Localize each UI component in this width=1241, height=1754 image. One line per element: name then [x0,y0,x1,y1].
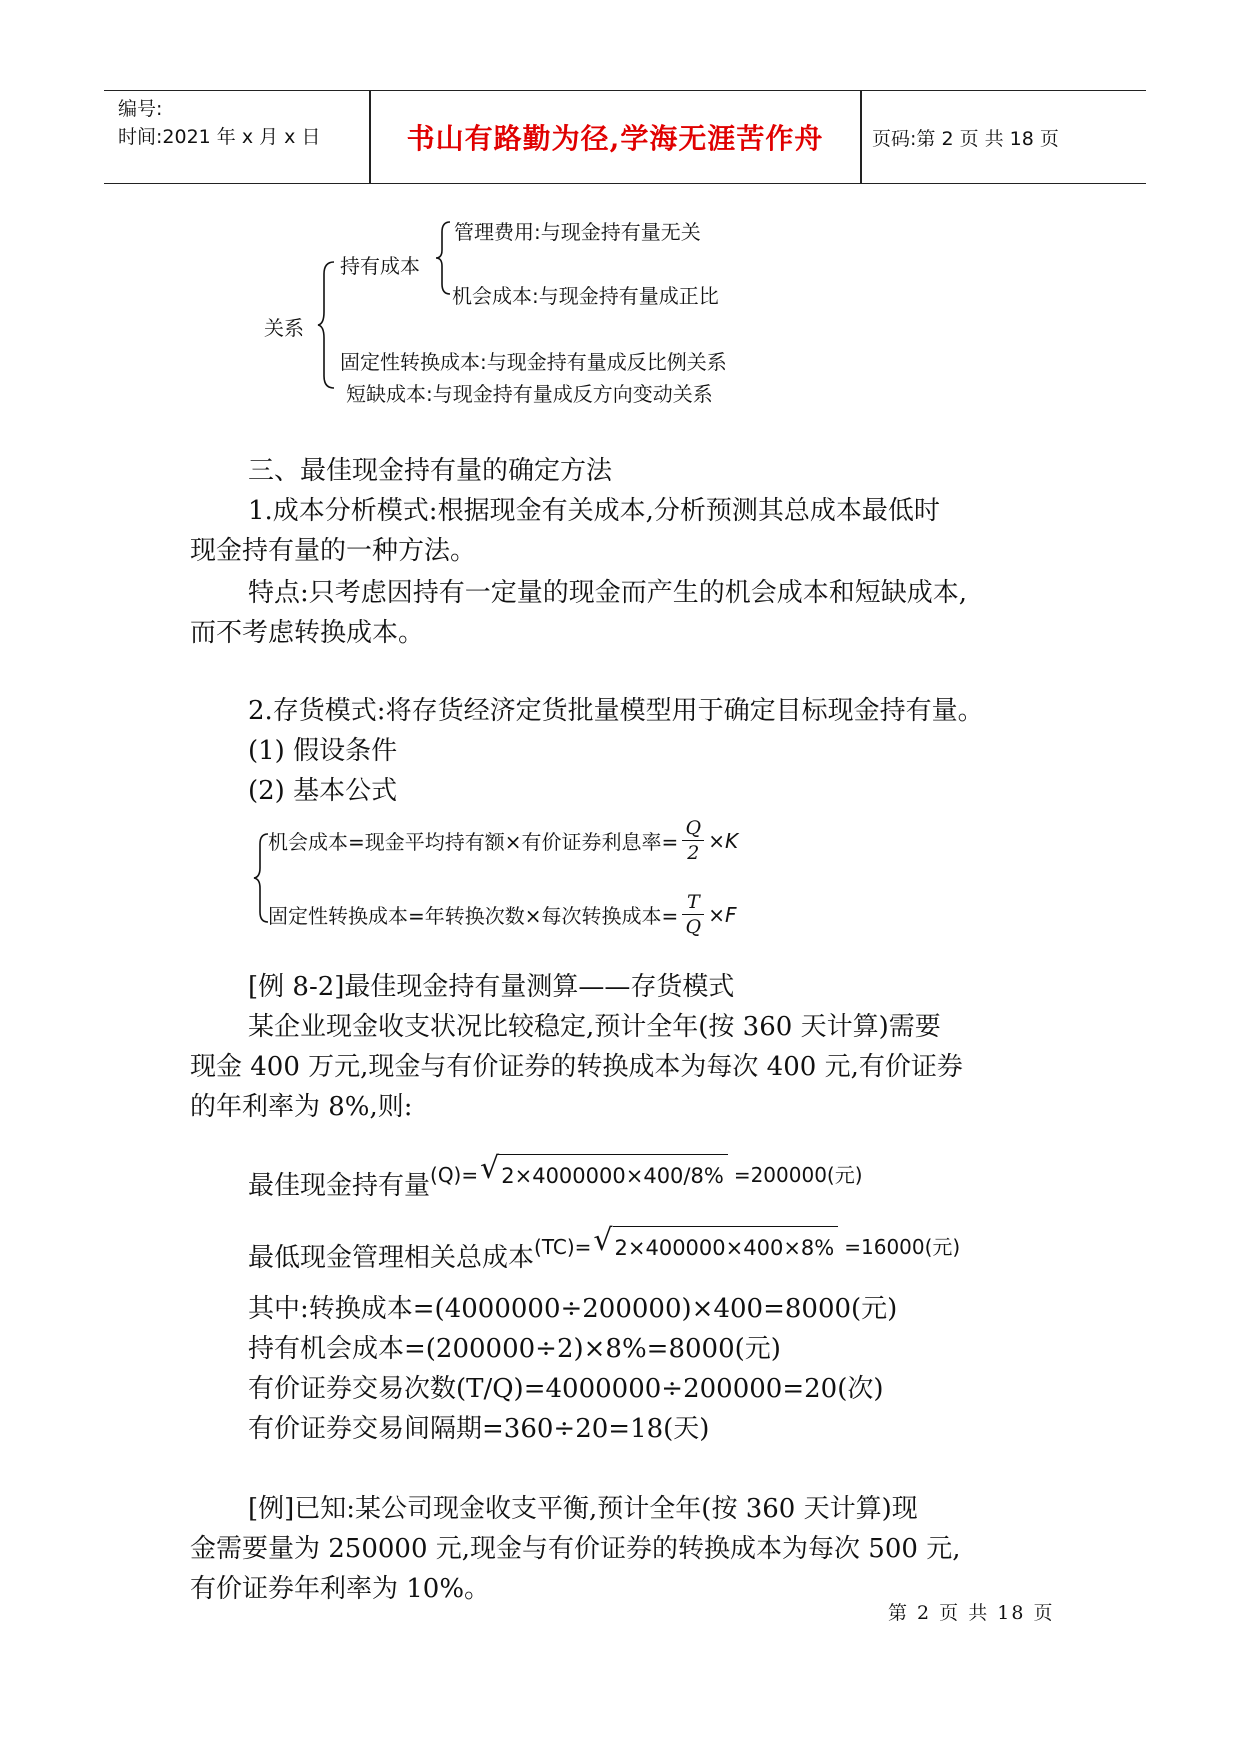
opportunity-cost-label: 机会成本:与现金持有量成正比 [452,284,719,308]
fraction-bar [682,840,704,841]
fraction-bar [682,914,704,915]
radical-sign: √ [593,1223,613,1258]
radicand: 2×400000×400×8% [613,1226,839,1267]
example-title: [例 8-2]最佳现金持有量测算——存货模式 [248,972,735,1002]
page-header [104,90,1146,184]
page-footer: 第 2 页 共 18 页 [888,1602,1055,1624]
inner-brace [434,220,454,296]
conversion-cost-formula [268,892,737,937]
paragraph-line: 有价证券年利率为 10%。 [190,1574,491,1604]
time-label: 时间:2021 年 x 月 x 日 [118,126,321,148]
optimal-cash-formula [248,1151,863,1205]
serial-label: 编号: [118,98,163,120]
calculation-line: 持有机会成本=(200000÷2)×8%=8000(元) [248,1334,781,1364]
calculation-line: 有价证券交易间隔期=360÷20=18(天) [248,1414,710,1444]
holding-cost-label: 持有成本 [340,254,420,278]
paragraph-line: 2.存货模式:将存货经济定货批量模型用于确定目标现金持有量。 [248,696,984,726]
denominator: Q [685,916,702,939]
formula-text: 固定性转换成本=年转换次数×每次转换成本= [268,904,679,929]
fraction-q-over-2 [682,818,704,863]
formula-label: 最低现金管理相关总成本 [248,1243,535,1273]
formula-expression [430,1151,863,1195]
list-item: (1) 假设条件 [248,736,398,766]
total-cost-formula [248,1223,961,1277]
formula-symbol: (TC)= [534,1234,592,1259]
formula-label: 最佳现金持有量 [248,1171,431,1201]
list-item: (2) 基本公式 [248,776,398,806]
numerator: T [686,891,700,913]
paragraph-line: 的年利率为 8%,则: [190,1092,413,1122]
management-fee-label: 管理费用:与现金持有量无关 [454,220,701,244]
diagram-root-label: 关系 [264,316,304,340]
radicand: 2×4000000×400/8% [499,1154,728,1195]
square-root [593,1223,838,1267]
conversion-cost-label: 固定性转换成本:与现金持有量成反比例关系 [340,350,727,374]
formula-text: 机会成本=现金平均持有额×有价证券利息率= [268,830,679,855]
radical-sign: √ [480,1151,500,1186]
formula-tail: ×F [708,902,737,927]
header-motto: 书山有路勤为径,学海无涯苦作舟 [406,122,824,155]
header-divider [860,91,862,183]
paragraph-line: 而不考虑转换成本。 [190,618,425,648]
paragraph-line: 金需要量为 250000 元,现金与有价证券的转换成本为每次 500 元, [190,1534,961,1564]
paragraph-line: [例]已知:某公司现金收支平衡,预计全年(按 360 天计算)现 [248,1494,918,1524]
paragraph-line: 特点:只考虑因持有一定量的现金而产生的机会成本和短缺成本, [248,578,968,608]
section-title: 三、最佳现金持有量的确定方法 [248,456,613,486]
shortage-cost-label: 短缺成本:与现金持有量成反方向变动关系 [346,382,713,406]
opportunity-cost-formula [268,818,738,863]
formula-tail: ×K [708,828,739,853]
calculation-line: 有价证券交易次数(T/Q)=4000000÷200000=20(次) [248,1374,884,1404]
outer-brace [318,260,338,390]
formula-expression [534,1223,961,1267]
square-root [480,1151,728,1195]
calculation-line: 其中:转换成本=(4000000÷200000)×400=8000(元) [248,1294,898,1324]
header-page-number: 页码:第 2 页 共 18 页 [872,127,1059,150]
paragraph-line: 某企业现金收支状况比较稳定,预计全年(按 360 天计算)需要 [248,1012,941,1042]
paragraph-line: 现金 400 万元,现金与有价证券的转换成本为每次 400 元,有价证券 [190,1052,963,1082]
paragraph-line: 1.成本分析模式:根据现金有关成本,分析预测其总成本最低时 [248,496,940,526]
formula-result: =16000(元) [844,1234,961,1259]
paragraph-line: 现金持有量的一种方法。 [190,536,477,566]
denominator: 2 [687,842,700,865]
header-meta [118,95,358,151]
fraction-t-over-q [682,892,704,937]
formula-result: =200000(元) [733,1162,863,1187]
numerator: Q [685,817,702,839]
formula-symbol: (Q)= [430,1162,479,1187]
